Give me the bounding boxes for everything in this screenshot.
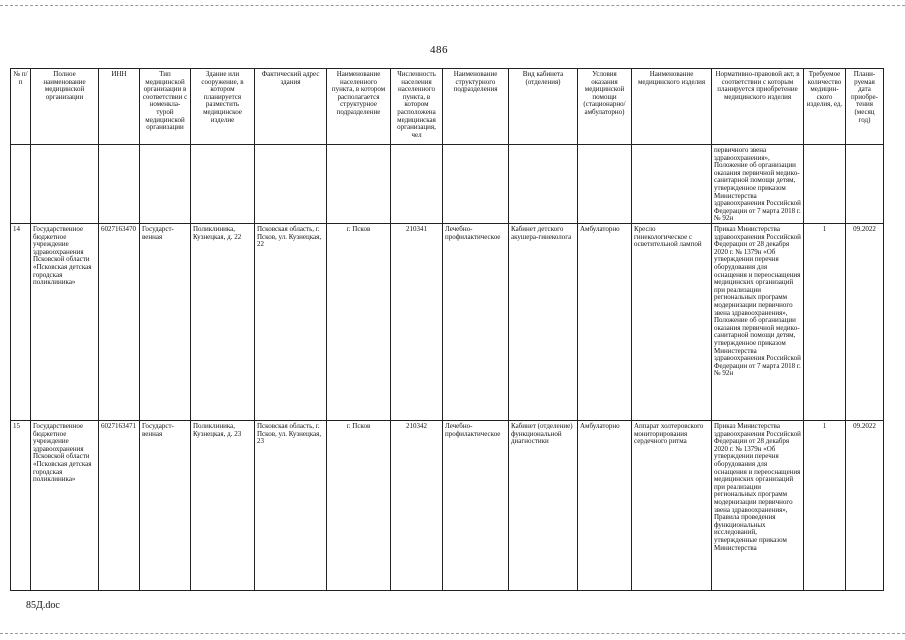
header-cell: Фактический адрес здания [255,69,327,145]
table-row [11,421,884,591]
equipment-table [10,68,884,591]
table-row [11,224,884,421]
device-cell: Кресло гинекологическое с осветительной лампой [632,224,712,421]
row-number: 14 [11,224,31,421]
date-cell: 09.2022 [846,224,884,421]
table-row-continuation [11,145,884,224]
header-cell: Здание или сооружение, в котором планируется разместить медицинское изделие [191,69,255,145]
cabinet-cell: Кабинет (отделение) функциональной диагностики [509,421,578,591]
address-cell: Псковская область, г. Псков, ул. Кузнецкая, 23 [255,421,327,591]
header-cell: Вид кабинета (отделения) [509,69,578,145]
quantity-cell: 1 [804,224,846,421]
legal-act-cell: Приказ Министерства здравоохранения Российской Федерации от 28 декабря 2020 г. № 1379н «Об утверждении перечня оборудования для оснащения и переоснащения медицинских организаций при реализации региональных программ модернизации первичного звена здравоохранения», Положение об организации оказания первичной медико-санитарной помощи детям, утвержденное приказом Министерства здравоохранения Российской Федерации от 7 марта 2018 г. № 92н [712,224,804,421]
conditions-cell: Амбулаторно [578,224,632,421]
legal-act-cell: первичного звена здравоохранения», Положение об организации оказания первичной медико-санитарной помощи детям, утвержденное приказом Министерства здравоохранения Российской Федерации от 7 марта 2018 г. № 92н [712,145,804,224]
legal-act-cell: Приказ Министерства здравоохранения Российской Федерации от 28 декабря 2020 г. № 1379н «Об утверждении перечня оборудования для оснащения и переоснащения медицинских организаций при реализации региональных программ модернизации первичного звена здравоохранения», Правила проведения функциональных исследований, утвержденные приказом Министерства [712,421,804,591]
organization-name: Государственное бюджетное учреждение здравоохранения Псковской области «Псковская детская городская поликлиника» [31,421,99,591]
organization-name: Государственное бюджетное учреждение здравоохранения Псковской области «Псковская детская городская поликлиника» [31,224,99,421]
building-cell: Поликлиника, Кузнецкая, д. 23 [191,421,255,591]
table-header-row [11,69,884,145]
header-cell: Нормативно-правовой акт, в соответствии с которым планируется приобретение медицинского изделия [712,69,804,145]
header-cell: Наименование структурного подразделения [443,69,509,145]
inn-cell: 6027163470 [99,224,140,421]
population-cell: 210341 [391,224,443,421]
settlement-cell: г. Псков [327,224,391,421]
date-cell: 09.2022 [846,421,884,591]
building-cell: Поликлиника, Кузнецкая, д. 22 [191,224,255,421]
header-cell: Наименование населенного пункта, в котором располагается структурное подразделение [327,69,391,145]
header-cell: Полное наименование медицинской организации [31,69,99,145]
footer-filename: 85Д.doc [26,600,60,611]
header-cell: Тип медицинской организации в соответствии с номенкла-турой медицинской организации [140,69,191,145]
settlement-cell: г. Псков [327,421,391,591]
header-cell: ИНН [99,69,140,145]
unit-cell: Лечебно-профилактическое [443,421,509,591]
unit-cell: Лечебно-профилактическое [443,224,509,421]
address-cell: Псковская область, г. Псков, ул. Кузнецкая, 22 [255,224,327,421]
device-cell: Аппарат холтеровского мониторирования сердечного ритма [632,421,712,591]
scan-bottom-edge [0,633,905,634]
header-cell: Наименование медицинского изделия [632,69,712,145]
cabinet-cell: Кабинет детского акушера-гинеколога [509,224,578,421]
conditions-cell: Амбулаторно [578,421,632,591]
header-cell: № п/п [11,69,31,145]
scan-top-edge [0,5,905,6]
page-number: 486 [430,44,448,56]
org-type: Государст-венная [140,224,191,421]
header-cell: Численность населения населенного пункта, в котором расположена медицинская организация, чел [391,69,443,145]
row-number: 15 [11,421,31,591]
quantity-cell: 1 [804,421,846,591]
org-type: Государст-венная [140,421,191,591]
header-cell: Плани-руемая дата приобре-тения (месяц год) [846,69,884,145]
population-cell: 210342 [391,421,443,591]
header-cell: Условия оказания медицинской помощи (стационарно/ амбулаторно) [578,69,632,145]
header-cell: Требуемое количество медицин-ского изделия, ед. [804,69,846,145]
inn-cell: 6027163471 [99,421,140,591]
